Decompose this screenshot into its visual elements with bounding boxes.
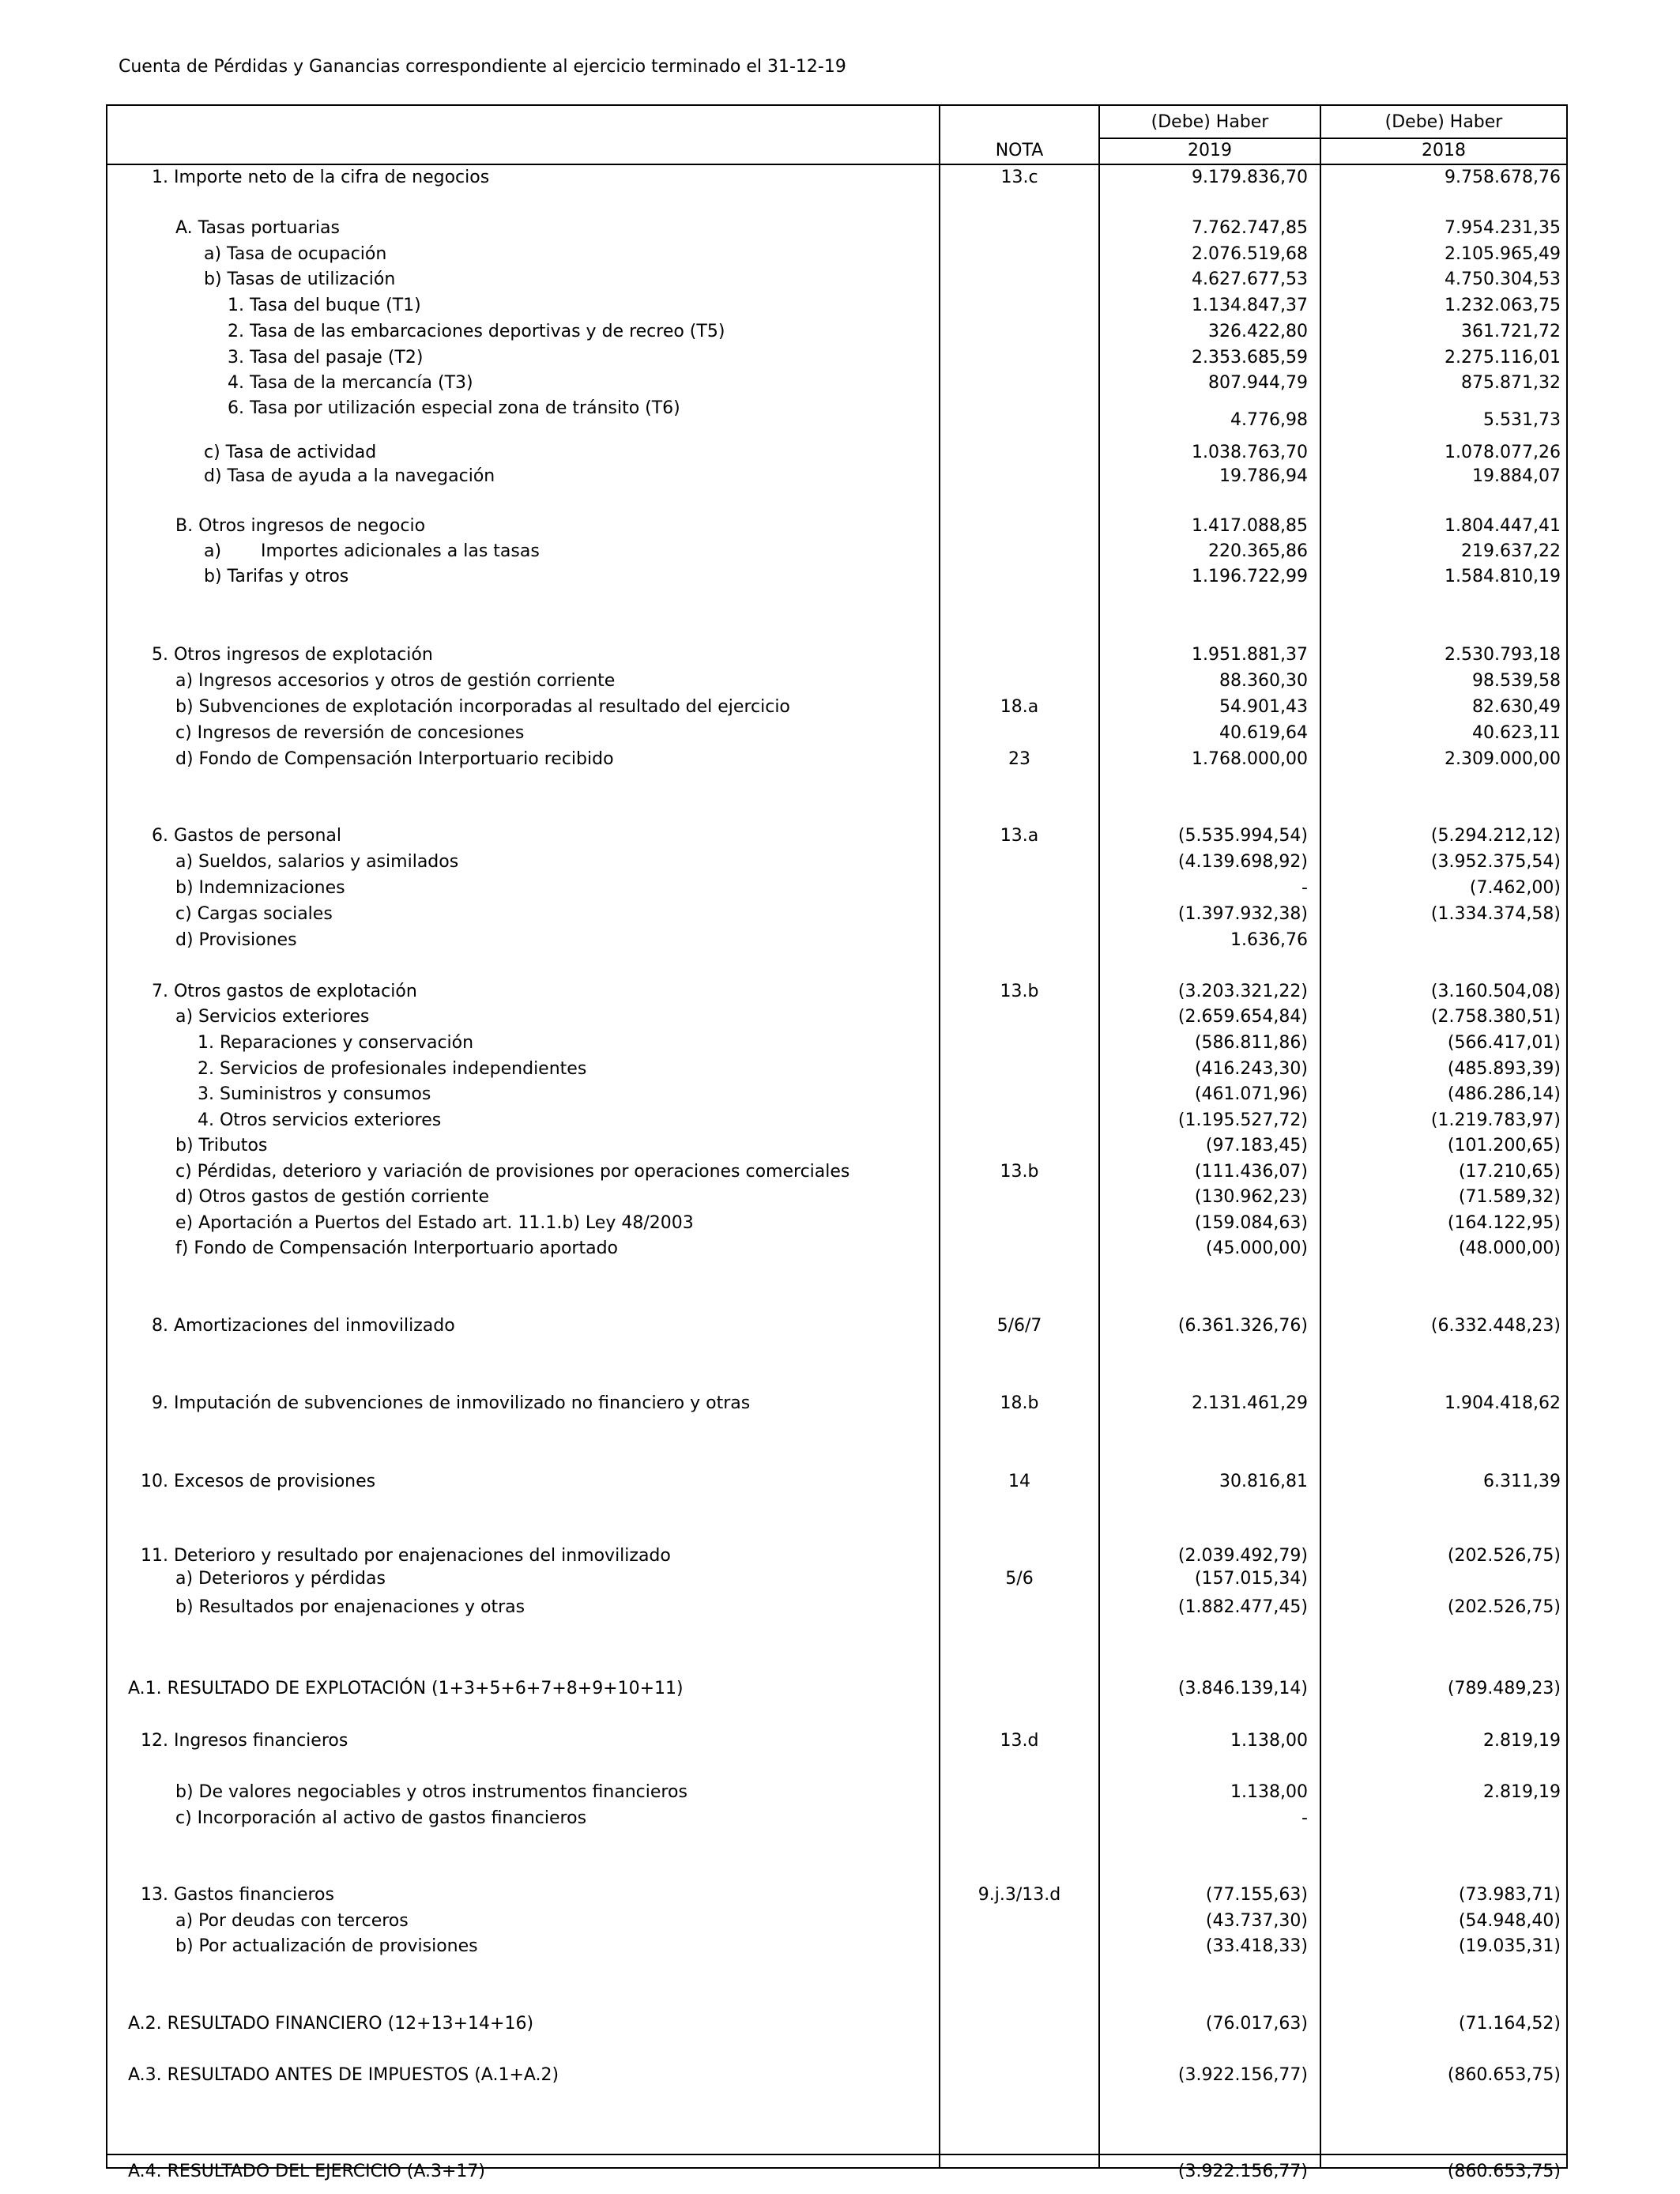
row-value-2018: 361.721,72 [1461, 322, 1561, 341]
row-label: a) Sueldos, salarios y asimilados [175, 852, 459, 872]
row-nota: 14 [1008, 1472, 1030, 1491]
row-value-2018: (2.758.380,51) [1430, 1007, 1561, 1027]
row-label: b) Tributos [175, 1136, 268, 1155]
row-label: b) Indemnizaciones [175, 878, 345, 898]
row-value-2019: (97.183,45) [1205, 1136, 1308, 1155]
row-value-2019: 326.422,80 [1208, 322, 1308, 341]
row-value-2018: (3.952.375,54) [1430, 852, 1561, 872]
row-label: a) Ingresos accesorios y otros de gestión corriente [175, 671, 616, 691]
row-value-2019: (130.962,23) [1194, 1187, 1308, 1207]
table-row [0, 1057, 1680, 1081]
row-label: 13. Gastos financieros [141, 1885, 334, 1905]
row-value-2019: (157.015,34) [1194, 1569, 1308, 1589]
row-value-2019: (3.846.139,14) [1177, 1679, 1308, 1698]
table-row [0, 371, 1680, 395]
row-label: 4. Tasa de la mercancía (T3) [228, 373, 473, 393]
row-value-2019: 1.636,76 [1230, 930, 1308, 950]
row-label: 3. Suministros y consumos [198, 1084, 431, 1104]
row-value-2018: 2.530.793,18 [1445, 645, 1561, 665]
table-row [0, 166, 1680, 190]
row-label: b) Subvenciones de explotación incorporadas al resultado del ejercicio [175, 697, 790, 717]
row-value-2019: 2.353.685,59 [1192, 348, 1308, 368]
table-row [0, 346, 1680, 370]
table-row [0, 515, 1680, 538]
row-value-2018: (73.983,71) [1458, 1885, 1561, 1905]
row-label: 7. Otros gastos de explotación [152, 982, 417, 1001]
row-label: 6. Tasa por utilización especial zona de tránsito (T6) [228, 398, 680, 418]
table-row [0, 243, 1680, 266]
row-nota: 23 [1008, 749, 1030, 769]
row-value-2019: (3.922.156,77) [1177, 2162, 1308, 2181]
row-value-2019: (77.155,63) [1205, 1885, 1308, 1905]
row-value-2018: 40.623,11 [1472, 723, 1561, 743]
row-value-2018: 9.758.678,76 [1445, 168, 1561, 187]
row-label: d) Tasa de ayuda a la navegación [204, 466, 495, 486]
row-label: 1. Importe neto de la cifra de negocios [152, 168, 490, 187]
row-value-2019: 54.901,43 [1219, 697, 1308, 717]
row-value-2018: 1.804.447,41 [1445, 516, 1561, 536]
row-label: a) Tasa de ocupación [204, 244, 387, 264]
table-row [0, 2012, 1680, 2036]
row-label: 6. Gastos de personal [152, 826, 342, 846]
row-value-2018: 2.819,19 [1483, 1731, 1561, 1751]
row-label: a) Servicios exteriores [175, 1007, 370, 1027]
row-value-2018: 1.584.810,19 [1445, 567, 1561, 586]
row-value-2018: (860.653,75) [1447, 2162, 1561, 2181]
row-value-2018: (164.122,95) [1447, 1213, 1561, 1233]
table-row [0, 441, 1680, 465]
table-row [0, 980, 1680, 1004]
row-value-2019: 1.138,00 [1230, 1731, 1308, 1751]
row-value-2018: (101.200,65) [1447, 1136, 1561, 1155]
row-nota: 18.b [1000, 1393, 1039, 1413]
col-nota-header: NOTA [995, 141, 1044, 160]
row-value-2019: (45.000,00) [1205, 1238, 1308, 1258]
col-2019-year: 2019 [1188, 141, 1232, 160]
row-label: 5. Otros ingresos de explotación [152, 645, 433, 665]
row-label: d) Otros gastos de gestión corriente [175, 1187, 490, 1207]
row-label [204, 540, 540, 564]
row-value-2018: (789.489,23) [1447, 1679, 1561, 1698]
row-value-2019: (43.737,30) [1205, 1911, 1308, 1931]
row-label: B. Otros ingresos de negocio [175, 516, 426, 536]
row-value-2018: 5.531,73 [1483, 410, 1561, 430]
row-value-2018: (48.000,00) [1458, 1238, 1561, 1258]
row-label: b) Tarifas y otros [204, 567, 349, 586]
table-row [0, 1160, 1680, 1184]
row-label: 2. Servicios de profesionales independientes [198, 1059, 587, 1079]
row-value-2018: (485.893,39) [1447, 1059, 1561, 1079]
table-row [0, 1935, 1680, 1958]
row-value-2019: (1.195.527,72) [1177, 1110, 1308, 1130]
row-value-2018: 1.232.063,75 [1445, 296, 1561, 315]
table-row [0, 876, 1680, 900]
row-nota: 13.b [1000, 982, 1039, 1001]
row-value-2018: 1.078.077,26 [1445, 443, 1561, 462]
table-row [0, 1729, 1680, 1753]
row-value-2019: 220.365,86 [1208, 541, 1308, 561]
row-label: a) Deterioros y pérdidas [175, 1569, 386, 1589]
row-label: b) De valores negociables y otros instrumentos financieros [175, 1782, 687, 1802]
row-label: A.4. RESULTADO DEL EJERCICIO (A.3+17) [128, 2162, 485, 2181]
row-label: b) Por actualización de provisiones [175, 1936, 478, 1956]
table-row [0, 217, 1680, 240]
table-row [0, 903, 1680, 926]
row-value-2019: (1.882.477,45) [1177, 1597, 1308, 1617]
col-2018-label: (Debe) Haber [1384, 112, 1503, 132]
table-row [0, 1909, 1680, 1933]
row-label: b) Tasas de utilización [204, 270, 396, 289]
row-label: c) Ingresos de reversión de concesiones [175, 723, 525, 743]
row-value-2019: (159.084,63) [1194, 1213, 1308, 1233]
table-row [0, 1083, 1680, 1106]
header-subdivider [1100, 138, 1568, 139]
row-value-2018: 219.637,22 [1461, 541, 1561, 561]
row-value-2018: 19.884,07 [1472, 466, 1561, 486]
row-label: 1. Tasa del buque (T1) [228, 296, 421, 315]
row-label: e) Aportación a Puertos del Estado art. 11.1.b) Ley 48/2003 [175, 1213, 694, 1233]
row-value-2018: (860.653,75) [1447, 2065, 1561, 2085]
table-row [0, 1470, 1680, 1494]
row-value-2018: 7.954.231,35 [1445, 218, 1561, 238]
header-underline [106, 164, 1568, 165]
row-value-2018: (1.219.783,97) [1430, 1110, 1561, 1130]
table-row [0, 1212, 1680, 1235]
row-value-2018: (5.294.212,12) [1430, 826, 1561, 846]
row-label: d) Fondo de Compensación Interportuario recibido [175, 749, 614, 769]
row-nota: 13.d [1000, 1731, 1039, 1751]
row-value-2018: (19.035,31) [1458, 1936, 1561, 1956]
row-value-2019: (33.418,33) [1205, 1936, 1308, 1956]
table-row [0, 929, 1680, 952]
row-value-2019: (6.361.326,76) [1177, 1316, 1308, 1336]
row-value-2019: 7.762.747,85 [1192, 218, 1308, 238]
row-label: a) Por deudas con terceros [175, 1911, 409, 1931]
table-row [0, 1186, 1680, 1209]
row-label: A.3. RESULTADO ANTES DE IMPUESTOS (A.1+A.2) [128, 2065, 559, 2085]
row-label-text: Importes adicionales a las tasas [261, 541, 540, 561]
row-value-2018: 6.311,39 [1483, 1472, 1561, 1491]
table-row [0, 540, 1680, 564]
row-value-2018: 4.750.304,53 [1445, 270, 1561, 289]
table-row [0, 2160, 1680, 2184]
row-value-2019: 1.038.763,70 [1192, 443, 1308, 462]
table-row [0, 1596, 1680, 1619]
row-value-2018: (54.948,40) [1458, 1911, 1561, 1931]
row-nota: 5/6/7 [996, 1316, 1042, 1336]
row-value-2019: 2.131.461,29 [1192, 1393, 1308, 1413]
row-value-2019: (76.017,63) [1205, 2014, 1308, 2034]
row-value-2019: 1.417.088,85 [1192, 516, 1308, 536]
row-value-2019: (461.071,96) [1194, 1084, 1308, 1104]
row-value-2019: (2.039.492,79) [1177, 1546, 1308, 1566]
row-value-2019: (4.139.698,92) [1177, 852, 1308, 872]
row-label: d) Provisiones [175, 930, 297, 950]
row-value-2019: (111.436,07) [1194, 1162, 1308, 1182]
row-value-2019: 1.951.881,37 [1192, 645, 1308, 665]
table-row [0, 669, 1680, 693]
row-label: A. Tasas portuarias [175, 218, 340, 238]
row-value-2019: 30.816,81 [1219, 1472, 1308, 1491]
row-nota: 13.c [1000, 168, 1038, 187]
row-label: b) Resultados por enajenaciones y otras [175, 1597, 525, 1617]
row-value-2019: 2.076.519,68 [1192, 244, 1308, 264]
page-title: Cuenta de Pérdidas y Ganancias correspondiente al ejercicio terminado el 31-12-19 [119, 57, 846, 77]
table-row [0, 824, 1680, 848]
table-row [0, 748, 1680, 771]
row-value-2018: 82.630,49 [1472, 697, 1561, 717]
row-label: c) Cargas sociales [175, 904, 333, 924]
row-label: 11. Deterioro y resultado por enajenaciones del inmovilizado [141, 1546, 671, 1566]
row-prefix: a) [204, 541, 222, 561]
table-row [0, 1883, 1680, 1907]
row-value-2018: 1.904.418,62 [1445, 1393, 1561, 1413]
table-row [0, 268, 1680, 292]
table-row [0, 696, 1680, 719]
table-row [0, 1005, 1680, 1029]
row-value-2019: (3.922.156,77) [1177, 2065, 1308, 2085]
table-row [0, 1677, 1680, 1701]
row-nota: 13.a [1000, 826, 1039, 846]
table-row [0, 1134, 1680, 1158]
row-value-2019: (2.659.654,84) [1177, 1007, 1308, 1027]
row-label: A.2. RESULTADO FINANCIERO (12+13+14+16) [128, 2014, 534, 2034]
row-value-2018: (17.210,65) [1458, 1162, 1561, 1182]
table-row [0, 565, 1680, 589]
row-value-2019: (5.535.994,54) [1177, 826, 1308, 846]
row-value-2018: (486.286,14) [1447, 1084, 1561, 1104]
table-row [0, 1109, 1680, 1133]
total-row-divider [106, 2154, 1568, 2155]
row-value-2018: (6.332.448,23) [1430, 1316, 1561, 1336]
table-row [0, 294, 1680, 318]
row-value-2018: (7.462,00) [1469, 878, 1561, 898]
table-row [0, 1031, 1680, 1055]
row-value-2018: (71.164,52) [1458, 2014, 1561, 2034]
row-nota: 13.b [1000, 1162, 1039, 1182]
row-label: 1. Reparaciones y conservación [198, 1033, 474, 1053]
row-value-2019: 1.768.000,00 [1192, 749, 1308, 769]
row-nota: 9.j.3/13.d [977, 1885, 1061, 1905]
row-value-2018: 98.539,58 [1472, 671, 1561, 691]
table-row [0, 409, 1680, 432]
row-value-2019: 1.196.722,99 [1192, 567, 1308, 586]
table-row [0, 850, 1680, 874]
row-value-2019: 1.138,00 [1230, 1782, 1308, 1802]
row-label: 8. Amortizaciones del inmovilizado [152, 1316, 455, 1336]
row-value-2019: - [1301, 1808, 1308, 1828]
table-row [0, 1807, 1680, 1830]
row-value-2019: 19.786,94 [1219, 466, 1308, 486]
table-row [0, 1392, 1680, 1416]
row-value-2019: 1.134.847,37 [1192, 296, 1308, 315]
row-nota: 18.a [1000, 697, 1039, 717]
row-label: A.1. RESULTADO DE EXPLOTACIÓN (1+3+5+6+7+8+9+10+11) [128, 1679, 684, 1698]
row-value-2018: 2.819,19 [1483, 1782, 1561, 1802]
table-row [0, 643, 1680, 667]
row-value-2019: (586.811,86) [1194, 1033, 1308, 1053]
row-label: 4. Otros servicios exteriores [198, 1110, 442, 1130]
table-row [0, 1781, 1680, 1804]
col-2019-label: (Debe) Haber [1151, 112, 1269, 132]
row-value-2019: (3.203.321,22) [1177, 982, 1308, 1001]
row-label: f) Fondo de Compensación Interportuario aportado [175, 1238, 619, 1258]
row-label: 3. Tasa del pasaje (T2) [228, 348, 424, 368]
row-value-2018: (202.526,75) [1447, 1546, 1561, 1566]
row-label: 10. Excesos de provisiones [141, 1472, 376, 1491]
col-2018-year: 2018 [1422, 141, 1466, 160]
row-value-2019: 88.360,30 [1219, 671, 1308, 691]
row-value-2018: 875.871,32 [1461, 373, 1561, 393]
row-value-2018: 2.309.000,00 [1445, 749, 1561, 769]
row-value-2019: - [1301, 878, 1308, 898]
table-row [0, 2064, 1680, 2087]
row-value-2018: (1.334.374,58) [1430, 904, 1561, 924]
row-label: c) Pérdidas, deterioro y variación de provisiones por operaciones comerciales [175, 1162, 850, 1182]
row-value-2018: (566.417,01) [1447, 1033, 1561, 1053]
row-value-2019: (1.397.932,38) [1177, 904, 1308, 924]
table-row [0, 722, 1680, 745]
row-value-2019: 4.627.677,53 [1192, 270, 1308, 289]
table-row [0, 1237, 1680, 1261]
row-value-2018: (202.526,75) [1447, 1597, 1561, 1617]
row-label: 9. Imputación de subvenciones de inmovilizado no financiero y otras [152, 1393, 751, 1413]
row-label: 2. Tasa de las embarcaciones deportivas y de recreo (T5) [228, 322, 725, 341]
table-row [0, 465, 1680, 488]
row-label: 12. Ingresos financieros [141, 1731, 348, 1751]
row-label: c) Tasa de actividad [204, 443, 377, 462]
table-row [0, 1314, 1680, 1338]
row-value-2019: (416.243,30) [1194, 1059, 1308, 1079]
table-row [0, 320, 1680, 344]
row-value-2019: 807.944,79 [1208, 373, 1308, 393]
row-value-2019: 40.619,64 [1219, 723, 1308, 743]
row-value-2018: (3.160.504,08) [1430, 982, 1561, 1001]
table-row [0, 1544, 1680, 1568]
row-value-2018: 2.275.116,01 [1445, 348, 1561, 368]
row-nota: 5/6 [1005, 1569, 1034, 1589]
row-value-2018: 2.105.965,49 [1445, 244, 1561, 264]
table-row [0, 1567, 1680, 1591]
row-label: c) Incorporación al activo de gastos financieros [175, 1808, 587, 1828]
row-value-2019: 9.179.836,70 [1192, 168, 1308, 187]
row-value-2018: (71.589,32) [1458, 1187, 1561, 1207]
row-value-2019: 4.776,98 [1230, 410, 1308, 430]
